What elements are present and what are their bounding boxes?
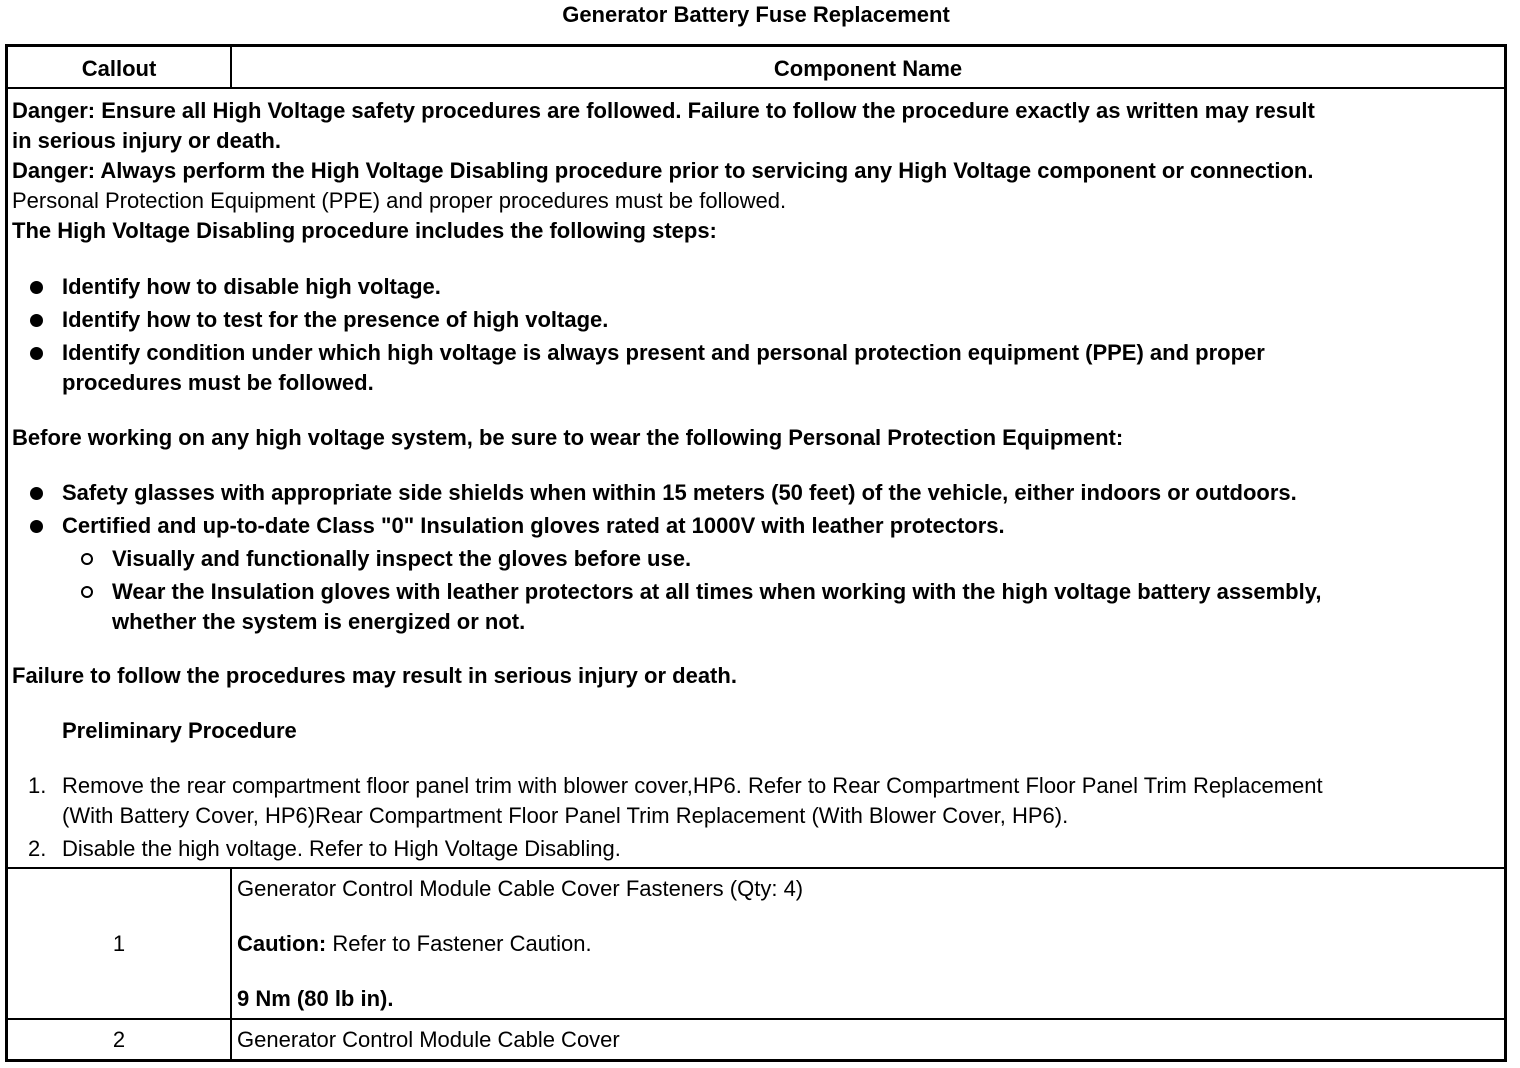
preliminary-step-2: Disable the high voltage. Refer to High Voltage Disabling. bbox=[62, 836, 621, 861]
component-cell bbox=[237, 869, 1504, 1018]
step-item: Identify how to test for the presence of high voltage. bbox=[62, 307, 609, 332]
danger-1-line-1: Danger: Ensure all High Voltage safety procedures are followed. Failure to follow the procedure exactly as written may result bbox=[12, 98, 1315, 123]
glove-subitem-continuation: whether the system is energized or not. bbox=[112, 609, 526, 634]
glove-subitem: Wear the Insulation gloves with leather protectors at all times when working with the high voltage battery assembly, bbox=[112, 579, 1322, 604]
danger-2-line-1: Danger: Always perform the High Voltage Disabling procedure prior to servicing any High Voltage component or connection. bbox=[12, 158, 1314, 183]
page-title: Generator Battery Fuse Replacement bbox=[562, 2, 950, 27]
header-component-name: Component Name bbox=[773, 56, 963, 81]
ppe-item: Certified and up-to-date Class "0" Insulation gloves rated at 1000V with leather protectors. bbox=[62, 513, 1005, 538]
torque-spec: 9 Nm (80 lb in). bbox=[237, 986, 394, 1011]
danger-2-line-2: Personal Protection Equipment (PPE) and proper procedures must be followed. bbox=[12, 188, 787, 213]
component-cell bbox=[237, 1020, 1504, 1059]
callout-number: 1 bbox=[112, 931, 126, 956]
caution-note bbox=[237, 929, 592, 959]
bullet-icon bbox=[30, 281, 43, 294]
failure-warning: Failure to follow the procedures may result in serious injury or death. bbox=[12, 663, 737, 688]
steps-intro: The High Voltage Disabling procedure includes the following steps: bbox=[12, 218, 717, 243]
component-name: Generator Control Module Cable Cover bbox=[237, 1027, 620, 1052]
glove-subitem: Visually and functionally inspect the gloves before use. bbox=[112, 546, 692, 571]
callout-cell bbox=[8, 1020, 232, 1059]
step-item-continuation: procedures must be followed. bbox=[62, 370, 374, 395]
ppe-item: Safety glasses with appropriate side shields when within 15 meters (50 feet) of the vehicle, either indoors or outdoors. bbox=[62, 480, 1297, 505]
caution-label: Caution: bbox=[237, 931, 327, 956]
step-item: Identify how to disable high voltage. bbox=[62, 274, 441, 299]
component-name: Generator Control Module Cable Cover Fasteners (Qty: 4) bbox=[237, 876, 804, 901]
danger-1-line-2: in serious injury or death. bbox=[12, 128, 281, 153]
preliminary-step-1-continuation: (With Battery Cover, HP6)Rear Compartment Floor Panel Trim Replacement (With Blower Cover, HP6). bbox=[62, 803, 1069, 828]
bullet-icon bbox=[30, 347, 43, 360]
sub-bullet-icon bbox=[81, 586, 93, 598]
step-number: 2. bbox=[28, 836, 47, 861]
sub-bullet-icon bbox=[81, 553, 93, 565]
caution-text: Refer to Fastener Caution. bbox=[326, 931, 592, 956]
callout-cell bbox=[8, 869, 232, 1018]
component-table bbox=[5, 44, 1507, 1062]
bullet-icon bbox=[30, 520, 43, 533]
table-header bbox=[8, 47, 1504, 89]
header-callout: Callout bbox=[8, 47, 232, 87]
bullet-icon bbox=[30, 314, 43, 327]
preliminary-heading: Preliminary Procedure bbox=[62, 718, 297, 743]
table-row bbox=[8, 1020, 1504, 1059]
preliminary-step-1: Remove the rear compartment floor panel trim with blower cover,HP6. Refer to Rear Compartment Floor Panel Trim Replacement bbox=[62, 773, 1323, 798]
table-row bbox=[8, 869, 1504, 1020]
warning-block bbox=[8, 89, 1504, 869]
bullet-icon bbox=[30, 487, 43, 500]
step-item: Identify condition under which high voltage is always present and personal protection equipment (PPE) and proper bbox=[62, 340, 1265, 365]
callout-number: 2 bbox=[112, 1027, 126, 1052]
ppe-intro: Before working on any high voltage system, be sure to wear the following Personal Protection Equipment: bbox=[12, 425, 1124, 450]
step-number: 1. bbox=[28, 773, 47, 798]
